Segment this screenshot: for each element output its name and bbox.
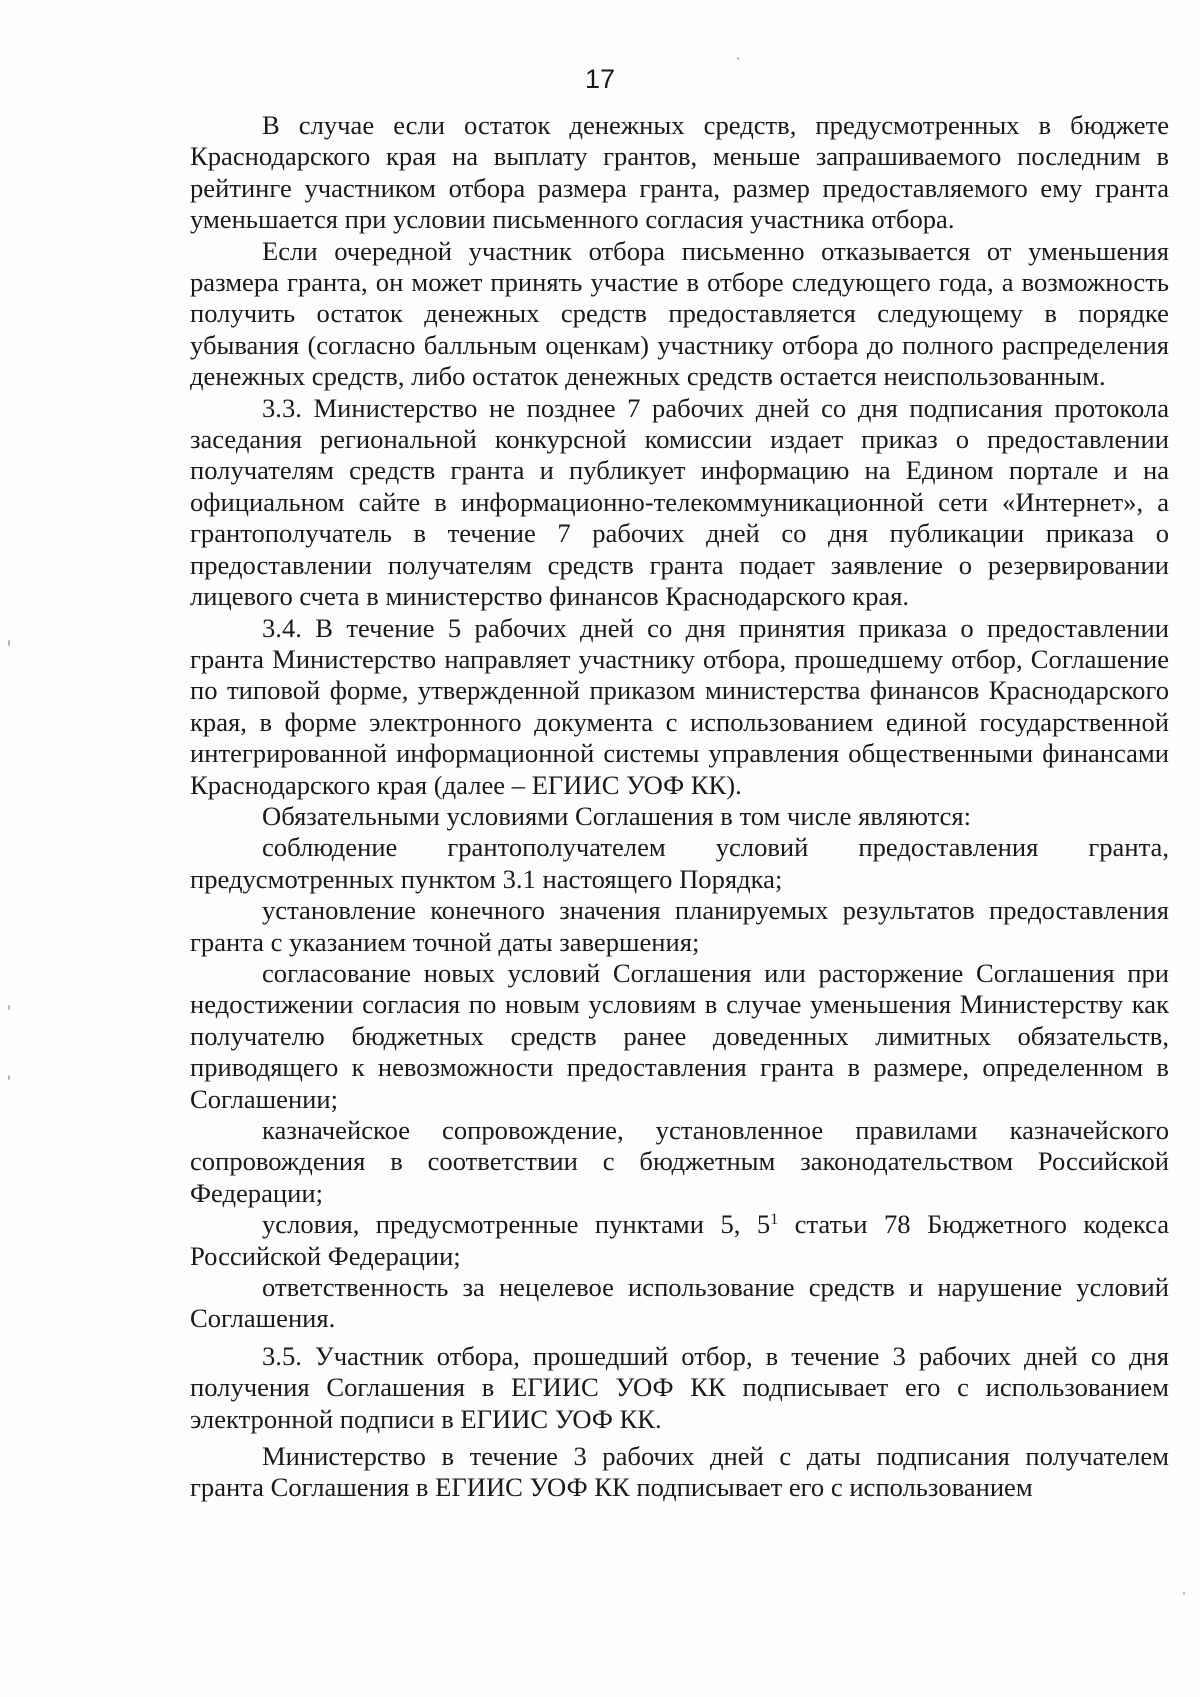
budget-code-superscript: 1	[770, 1211, 779, 1229]
condition-final-results: установление конечного значения планируемых результатов предоставления гранта с указанием точной даты завершения;	[190, 895, 1169, 957]
paragraph-3-4: 3.4. В течение 5 рабочих дней со дня принятия приказа о предоставлении гранта Министерство направляет участнику отбора, прошедшему отбор, Соглашение по типовой форме, утвержденной приказом министерства финансов Краснодарского края, в форме электронного документа с использованием единой государственной интегрированной информационной системы управления общественными финансами Краснодарского края (далее – ЕГИИС УОФ КК).	[190, 612, 1169, 800]
scan-speck	[1183, 1592, 1185, 1595]
paragraph-refusal-of-reduction: Если очередной участник отбора письменно отказывается от уменьшения размера гранта, он может принять участие в отборе следующего года, а возможность получить остаток денежных средств предоставляется следующему в порядке убывания (согласно балльным оценкам) участнику отбора до полного распределения денежных средств, либо остаток денежных средств остается неиспользованным.	[190, 235, 1169, 392]
condition-treasury-support: казначейское сопровождение, установленное правилами казначейского сопровождения в соответствии с бюджетным законодательством Российской Федерации;	[190, 1115, 1169, 1208]
scan-speck	[8, 1075, 10, 1080]
scan-speck	[737, 57, 739, 60]
budget-code-text-before: условия, предусмотренные пунктами 5, 5	[262, 1209, 771, 1240]
page-number: 17	[584, 64, 616, 94]
scan-speck	[8, 1005, 10, 1010]
paragraph-grant-reduction: В случае если остаток денежных средств, предусмотренных в бюджете Краснодарского края на выплату грантов, меньше запрашиваемого последним в рейтинге участником отбора размера гранта, размер предоставляемого ему гранта уменьшается при условии письменного согласия участника отбора.	[190, 110, 1169, 235]
paragraph-mandatory-conditions: Обязательными условиями Соглашения в том числе являются:	[262, 800, 971, 831]
paragraph-ministry-signing: Министерство в течение 3 рабочих дней с даты подписания получателем гранта Соглашения в ЕГИИС УОФ КК подписывает его с использованием	[190, 1441, 1169, 1503]
condition-budget-code	[190, 1209, 1169, 1272]
budget-code-text-after: статьи 78 Бюджетного кодекса Российской Федерации;	[190, 1209, 1170, 1271]
paragraph-3-3: 3.3. Министерство не позднее 7 рабочих дней со дня подписания протокола заседания региональной конкурсной комиссии издает приказ о предоставлении получателям средств гранта и публикует информацию на Едином портале и на официальном сайте в информационно-телекоммуникационной сети «Интернет», а грантополучатель в течение 7 рабочих дней со дня публикации приказа о предоставлении получателям средств гранта подает заявление о резервировании лицевого счета в министерство финансов Краснодарского края.	[190, 392, 1169, 612]
condition-new-terms: согласование новых условий Соглашения или расторжение Соглашения при недостижении согласия по новым условиям в случае уменьшения Министерству как получателю бюджетных средств ранее доведенных лимитных обязательств, приводящего к невозможности предоставления гранта в размере, определенном в Соглашении;	[190, 957, 1169, 1114]
document-body	[190, 110, 1169, 1504]
condition-compliance: соблюдение грантополучателем условий предоставления гранта, предусмотренных пунктом 3.1 настоящего Порядка;	[190, 832, 1169, 894]
paragraph-3-5: 3.5. Участник отбора, прошедший отбор, в течение 3 рабочих дней со дня получения Соглашения в ЕГИИС УОФ КК подписывает его с использованием электронной подписи в ЕГИИС УОФ КК.	[190, 1340, 1169, 1434]
condition-responsibility: ответственность за нецелевое использование средств и нарушение условий Соглашения.	[190, 1272, 1169, 1334]
scan-speck	[8, 640, 10, 646]
